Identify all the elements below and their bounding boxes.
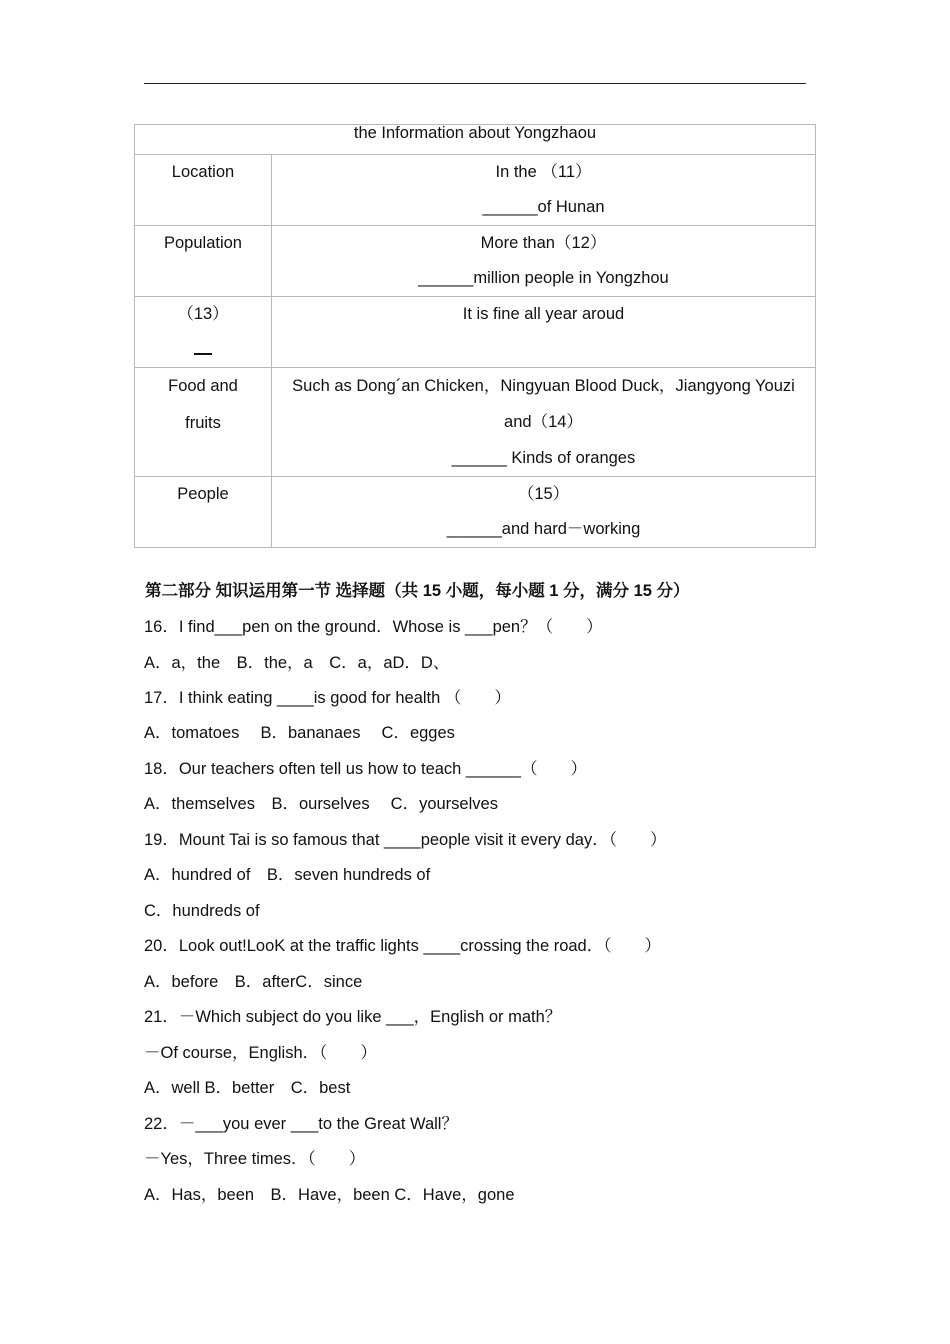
question-17: 17．I think eating ____is good for health （ ） xyxy=(144,689,511,707)
label-line: People xyxy=(177,485,229,503)
options-16: A．a，the B．the，a C．a，aD．D、 xyxy=(144,654,450,672)
table-title: the Information about Yongzhaou xyxy=(135,125,816,155)
label-line: （13） xyxy=(177,305,229,323)
options-18: A．themselves B．ourselves C．yourselves xyxy=(144,795,498,813)
information-table xyxy=(134,124,816,548)
options-17: A．tomatoes B．bananaes C．egges xyxy=(144,724,455,742)
label-line: fruits xyxy=(185,414,221,432)
options-19-line2: C．hundreds of xyxy=(144,902,260,920)
section-title: 第二部分 知识运用第一节 选择题（共 15 小题，每小题 1 分，满分 15 分） xyxy=(145,582,690,600)
table-row xyxy=(135,226,816,297)
question-21: 21．－Which subject do you like ___，English or math？ xyxy=(144,1008,562,1026)
value-line: ______and hard－working xyxy=(446,520,641,538)
row-value-location xyxy=(272,155,816,226)
table-title-row xyxy=(135,125,816,155)
row-value-people xyxy=(272,477,816,548)
row-label-people xyxy=(135,477,272,548)
value-line: and（14） xyxy=(504,413,583,431)
label-line: Food and xyxy=(168,377,238,395)
question-22-reply: －Yes，Three times．（ ） xyxy=(144,1150,366,1168)
row-label-population xyxy=(135,226,272,297)
options-22: A．Has，been B．Have，been C．Have，gone xyxy=(144,1186,515,1204)
question-16: 16．I find___pen on the ground．Whose is ___pen？（ ） xyxy=(144,618,603,636)
question-21-reply: －Of course，English．（ ） xyxy=(144,1044,377,1062)
row-value-population xyxy=(272,226,816,297)
options-21: A．well B．better C．best xyxy=(144,1079,351,1097)
value-line: （15） xyxy=(517,485,570,503)
value-line: In the （11） xyxy=(495,163,592,181)
value-line: Such as Dong´an Chicken，Ningyuan Blood Duck，Jiangyong Youzi xyxy=(292,377,795,395)
row-label-location xyxy=(135,155,272,226)
value-line: ______ Kinds of oranges xyxy=(451,449,636,467)
question-22: 22．－___you ever ___to the Great Wall？ xyxy=(144,1115,458,1133)
value-line: ______of Hunan xyxy=(482,198,605,216)
label-line: Location xyxy=(171,163,235,181)
question-18: 18．Our teachers often tell us how to teach ______（ ） xyxy=(144,760,587,778)
table-row xyxy=(135,368,816,477)
question-19: 19．Mount Tai is so famous that ____people visit it every day．（ ） xyxy=(144,831,667,849)
row-label-13 xyxy=(135,297,272,368)
value-line: More than（12） xyxy=(480,234,607,252)
table-row xyxy=(135,477,816,548)
options-19-line1: A．hundred of B．seven hundreds of xyxy=(144,866,431,884)
label-line: Population xyxy=(164,234,242,252)
table-row xyxy=(135,297,816,368)
options-20: A．before B．afterC．since xyxy=(144,973,363,991)
value-line: ______million people in Yongzhou xyxy=(418,269,669,287)
row-value-climate xyxy=(272,297,816,368)
table-row xyxy=(135,155,816,226)
row-label-food xyxy=(135,368,272,477)
question-20: 20．Look out!LooK at the traffic lights ____crossing the road．（ ） xyxy=(144,937,661,955)
row-value-food xyxy=(272,368,816,477)
answer-blank xyxy=(135,332,271,367)
value-line: It is fine all year aroud xyxy=(462,305,625,323)
header-rule xyxy=(144,83,806,84)
